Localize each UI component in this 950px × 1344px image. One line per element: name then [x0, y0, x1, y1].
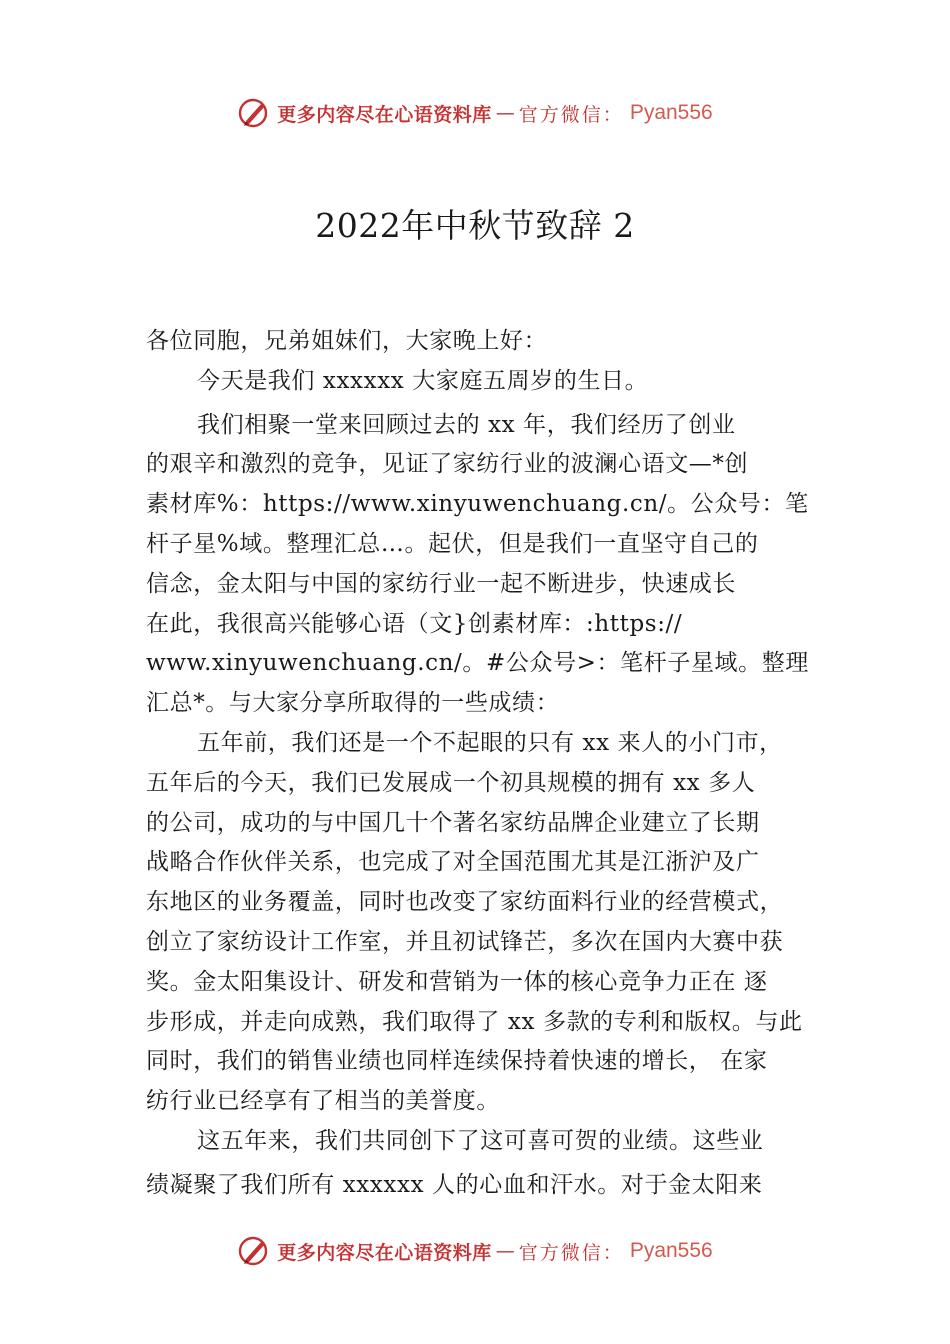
- body-line: 的公司，成功的与中国几十个著名家纺品牌企业建立了长期: [146, 809, 760, 836]
- body-line: 素材库%：https://www.xinyuwenchuang.cn/。公众号：笔: [146, 491, 809, 518]
- document-title: 2022年中秋节致辞 2: [315, 206, 635, 245]
- body-line: 五年前，我们还是一个不起眼的只有 xx 来人的小门市，: [197, 729, 783, 756]
- body-line: 在此，我很高兴能够心语（文}创素材库：:https://: [146, 610, 683, 637]
- body-line: www.xinyuwenchuang.cn/。#公众号>：笔杆子星域。整理: [146, 650, 809, 677]
- body-line: 我们相聚一堂来回顾过去的 xx 年，我们经历了创业: [197, 411, 736, 438]
- body-line: 战略合作伙伴关系，也完成了对全国范围尤其是江浙沪及广: [146, 849, 760, 876]
- body-line: 各位同胞，兄弟姐妹们，大家晚上好：: [146, 328, 548, 354]
- footer-watermark: [0, 1234, 950, 1268]
- body-line: 杆子星%域。整理汇总…。起伏，但是我们一直坚守自己的: [146, 530, 759, 557]
- watermark-brand: 更多内容尽在心语资料库: [277, 1241, 492, 1264]
- watermark-wechat-id: Pyan556: [629, 1239, 713, 1262]
- body-line: 汇总*。与大家分享所取得的一些成绩：: [146, 690, 560, 717]
- header-watermark: [0, 96, 950, 130]
- body-line: 五年后的今天，我们已发展成一个初具规模的拥有 xx 多人: [146, 769, 756, 796]
- watermark-wechat-id: Pyan556: [629, 101, 713, 124]
- body-line: 今天是我们 xxxxxx 大家庭五周岁的生日。: [197, 367, 649, 394]
- watermark-separator: —: [495, 102, 515, 124]
- body-line: 创立了家纺设计工作室，并且初试锋芒，多次在国内大赛中获: [146, 928, 784, 955]
- body-line: 同时，我们的销售业绩也同样连续保持着快速的增长， 在家: [146, 1048, 768, 1075]
- watermark-wechat-label: 官方微信：: [518, 1241, 624, 1264]
- body-line: 奖。金太阳集设计、研发和营销为一体的核心竞争力正在 逐: [146, 968, 768, 995]
- body-line: 东地区的业务覆盖，同时也改变了家纺面料行业的经营模式，: [146, 889, 784, 916]
- body-line: 信念，金太阳与中国的家纺行业一起不断进步，快速成长: [146, 570, 736, 597]
- watermark-separator: —: [495, 1240, 515, 1262]
- document-body: [146, 322, 836, 1206]
- body-line: 这五年来，我们共同创下了这可喜可贺的业绩。这些业: [197, 1127, 764, 1154]
- watermark-brand: 更多内容尽在心语资料库: [277, 103, 492, 126]
- body-line: 步形成，并走向成熟，我们取得了 xx 多款的专利和版权。与此: [146, 1008, 803, 1035]
- body-line: 绩凝聚了我们所有 xxxxxx 人的心血和汗水。对于金太阳来: [146, 1171, 763, 1198]
- watermark-wechat-label: 官方微信：: [518, 103, 624, 126]
- quill-pen-logo-icon: [237, 1234, 271, 1268]
- body-line: 的艰辛和激烈的竞争，见证了家纺行业的波澜心语文—*创: [146, 451, 749, 478]
- body-line: 纺行业已经享有了相当的美誉度。: [146, 1088, 500, 1115]
- quill-pen-logo-icon: [237, 96, 271, 130]
